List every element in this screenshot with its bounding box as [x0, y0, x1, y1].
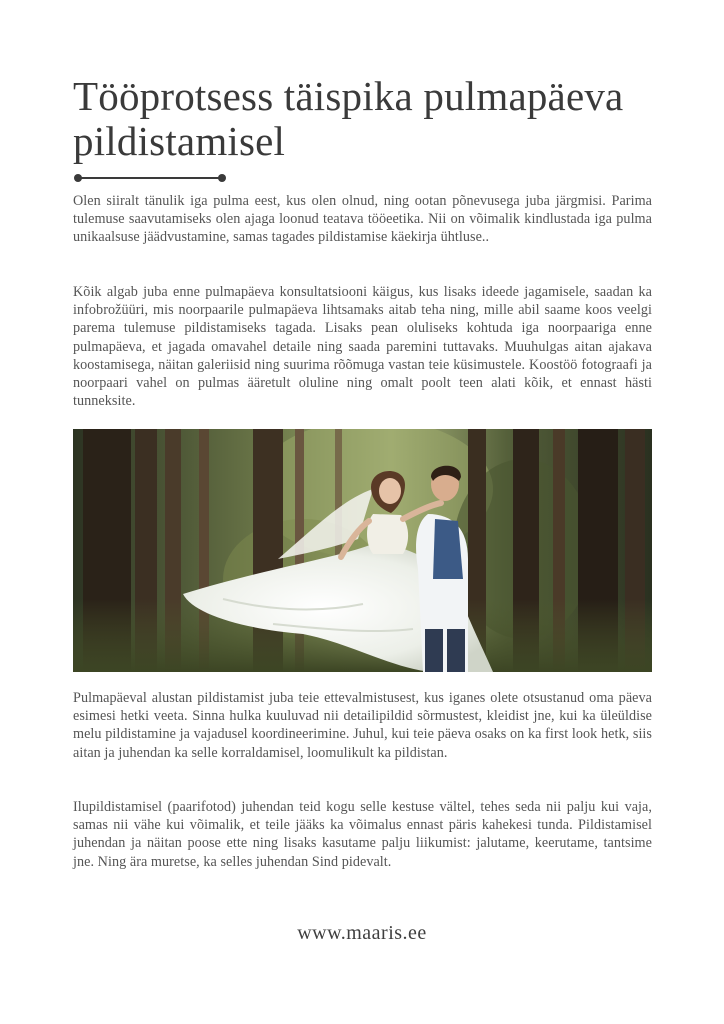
wedding-couple-photo: [73, 429, 652, 672]
consultation-paragraph: Kõik algab juba enne pulmapäeva konsultatsiooni käigus, kus lisaks ideede jagamisele, saadan ka infobrožüüri, mis noorpaarile pulmapäeva lihtsamaks aitab teha ning, mille abil saame koos veelgi parema tulemuse pildistamiseks tagada. Lisaks pean oluliseks kohtuda iga noorpaariga enne pulmapäeva, et jagada omavahel detaile ning saada paremini tuttavaks. Muuhulgas aitan ajakava koostamisega, näitan galeriisid ning suurima rõõmuga vastan teie küsimustele. Koostöö fotograafi ja noorpaari vahel on pulmas ääretult oluline ning omalt poolt teen alati kõik, et ennast hästi tunneksite.: [73, 284, 652, 410]
wedding-day-paragraph: Pulmapäeval alustan pildistamist juba teie ettevalmistusest, kus iganes olete otsustanud oma päeva esimesi hetki veeta. Sinna hulka kuuluvad nii detailipildid sõrmustest, kleidist jne, kui ka üleüldise melu pildistamine ja vajadusel koordineerimine. Juhul, kui teie päeva osaks on ka first look hetk, siis aitan ja juhendan ka selle korraldamisel, loomulikult ka pildistan.: [73, 690, 652, 761]
intro-paragraph: Olen siiralt tänulik iga pulma eest, kus olen olnud, ning ootan põnevusega juba järgmisi. Parima tulemuse saavutamiseks olen ajaga loonud teatava tööeetika. Nii on võimalik kindlustada iga pulma unikaalsuse jäädvustamine, samas tagades pildistamise käekirja ühtluse..: [73, 193, 652, 246]
divider-dot-right: [218, 174, 226, 182]
page-title: Tööprotsess täispika pulmapäeva pildistamisel: [73, 73, 624, 164]
title-divider: [74, 173, 226, 183]
divider-line: [78, 177, 222, 179]
couple-photos-paragraph: Ilupildistamisel (paarifotod) juhendan teid kogu selle kestuse vältel, tehes seda nii palju kui vaja, samas nii vähe kui võimalik, et teile jääks ka võimalus ennast päris kahekesi tunda. Pildistamisel juhendan ja näitan poose ette ning lisaks kasutame palju liikumist: jalutame, keerutame, tantsime jne. Ning ära muretse, ka selles juhendan Sind pidevalt.: [73, 799, 652, 870]
website-link[interactable]: www.maaris.ee: [297, 922, 427, 944]
